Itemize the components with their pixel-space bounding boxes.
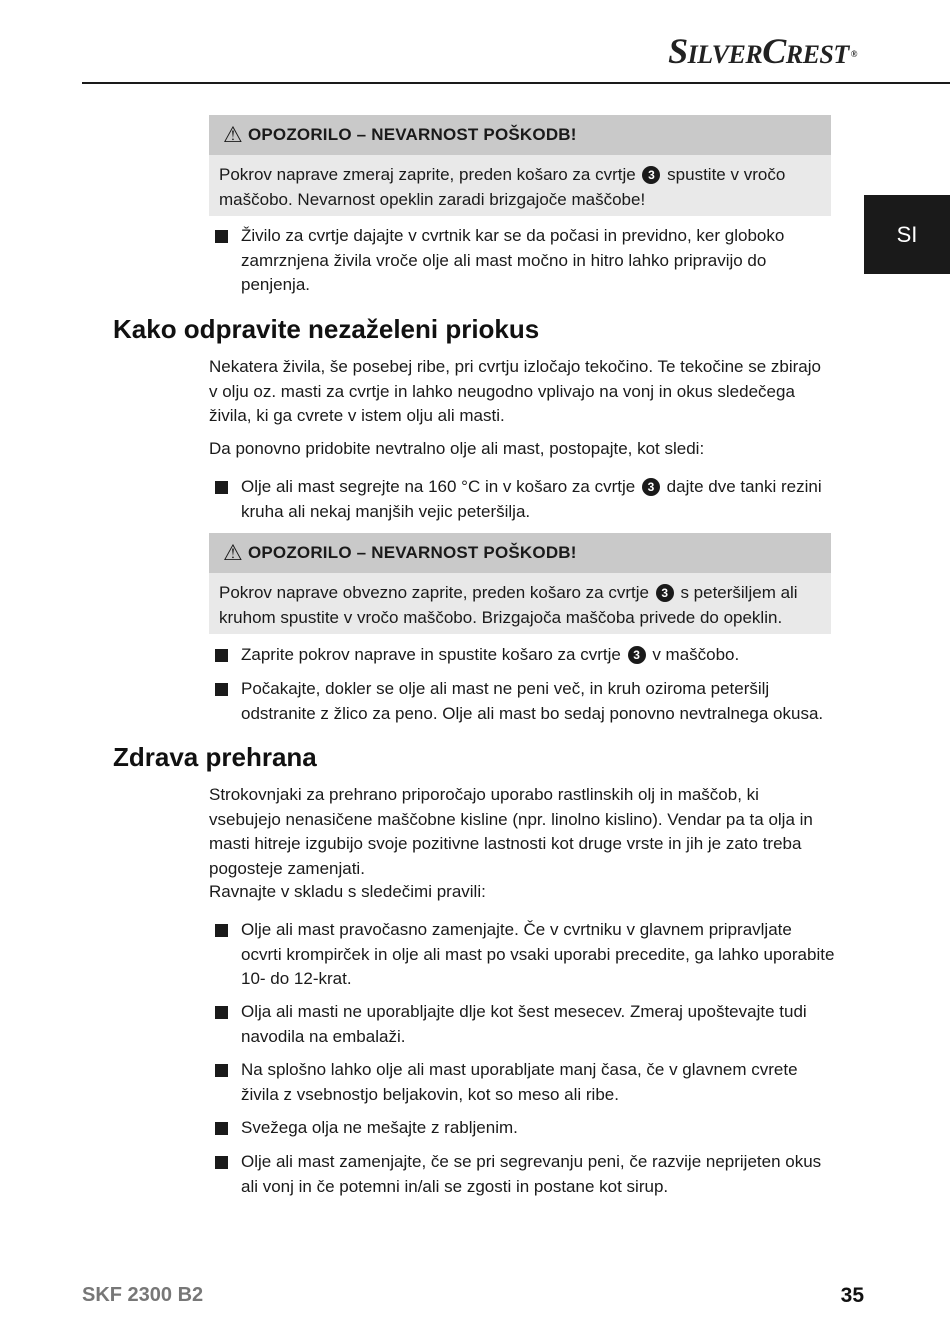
part-number-badge: 3 [642, 478, 660, 496]
brand-logo: SILVERCREST ® [668, 31, 857, 71]
warning-header [209, 533, 831, 573]
list-item: Olje ali mast pravočasno zamenjajte. Če v cvrtniku v glavnem pripravljate ocvrti krompirček in olje ali mast po vsaki uporabi precedite, ga lahko uporabite 10- do 12-krat. [215, 918, 835, 992]
list-item: Živilo za cvrtje dajajte v cvrtnik kar se da počasi in previdno, ker globoko zamrznjena živila vroče olje ali mast močno in hitro lahko pripravijo do penjenja. [215, 224, 835, 298]
warning-triangle-icon: ⚠ [223, 540, 243, 565]
bullet-square-icon [215, 230, 228, 243]
warning-triangle-icon: ⚠ [223, 122, 243, 147]
header-divider [82, 82, 950, 84]
list-item: Počakajte, dokler se olje ali mast ne peni več, in kruh oziroma peteršilj odstranite z žlico za peno. Olje ali mast bo sedaj ponovno nevtralnega okusa. [215, 677, 835, 726]
warning-box [209, 533, 831, 634]
list-item: Zaprite pokrov naprave in spustite košaro za cvrtje 3 v maščobo. [215, 643, 835, 668]
bullet-square-icon [215, 481, 228, 494]
bullet-square-icon [215, 1006, 228, 1019]
bullet-square-icon [215, 1064, 228, 1077]
bullet-square-icon [215, 1122, 228, 1135]
part-number-badge: 3 [642, 166, 660, 184]
section-heading: Kako odpravite nezaželeni priokus [113, 314, 540, 344]
list-item: Olje ali mast segrejte na 160 °C in v košaro za cvrtje 3 dajte dve tanki rezini kruha ali nekaj manjših vejic peteršilja. [215, 475, 835, 524]
warning-header [209, 115, 831, 155]
paragraph: Nekatera živila, še posebej ribe, pri cvrtju izločajo tekočino. Te tekočine se zbirajo v olju oz. masti za cvrtje in lahko neugodno vplivajo na vonj in okus sledečega živila, ki ga cvrete v istem olju ali masti. [209, 357, 821, 425]
part-number-badge: 3 [628, 646, 646, 664]
language-tab: SI [864, 195, 950, 274]
list-item: Olje ali mast zamenjajte, če se pri segrevanju peni, če razvije neprijeten okus ali vonj in če potemni in/ali se zgosti in postane kot sirup. [215, 1150, 835, 1199]
warning-title: OPOZORILO – NEVARNOST POŠKODB! [247, 543, 577, 562]
warning-title: OPOZORILO – NEVARNOST POŠKODB! [247, 125, 577, 144]
list-item: Svežega olja ne mešajte z rabljenim. [215, 1116, 835, 1141]
warning-box [209, 115, 831, 216]
page-number: 35 [840, 1284, 864, 1307]
part-number-badge: 3 [656, 584, 674, 602]
paragraph: Da ponovno pridobite nevtralno olje ali mast, postopajte, kot sledi: [209, 439, 705, 458]
bullet-square-icon [215, 924, 228, 937]
paragraph: Ravnajte v skladu s sledečimi pravili: [209, 882, 486, 901]
list-item: Na splošno lahko olje ali mast uporabljate manj časa, če v glavnem cvrete živila z vsebnostjo beljakovin, kot so meso ali ribe. [215, 1058, 835, 1107]
section-heading: Zdrava prehrana [113, 742, 317, 772]
bullet-square-icon [215, 683, 228, 696]
warning-text: Pokrov naprave obvezno zaprite, preden košaro za cvrtje 3 s peteršiljem ali kruhom spustite v vročo maščobo. Brizgajoča maščoba privede do opeklin. [209, 573, 831, 634]
list-item: Olja ali masti ne uporabljajte dlje kot šest mesecev. Zmeraj upoštevajte tudi navodila na embalaži. [215, 1000, 835, 1049]
warning-text: Pokrov naprave zmeraj zaprite, preden košaro za cvrtje 3 spustite v vročo maščobo. Nevarnost opeklin zaradi brizgajoče maščobe! [209, 155, 831, 216]
paragraph: Strokovnjaki za prehrano priporočajo uporabo rastlinskih olj in maščob, ki vsebujejo nenasičene maščobne kisline (npr. linolno kislino). Vendar pa ta olja in masti hitreje izgubijo svoje pozitivne lastnosti kot druge vrste in jih je zato treba pogosteje zamenjati. [209, 785, 813, 878]
bullet-square-icon [215, 649, 228, 662]
model-number: SKF 2300 B2 [82, 1284, 204, 1306]
bullet-square-icon [215, 1156, 228, 1169]
